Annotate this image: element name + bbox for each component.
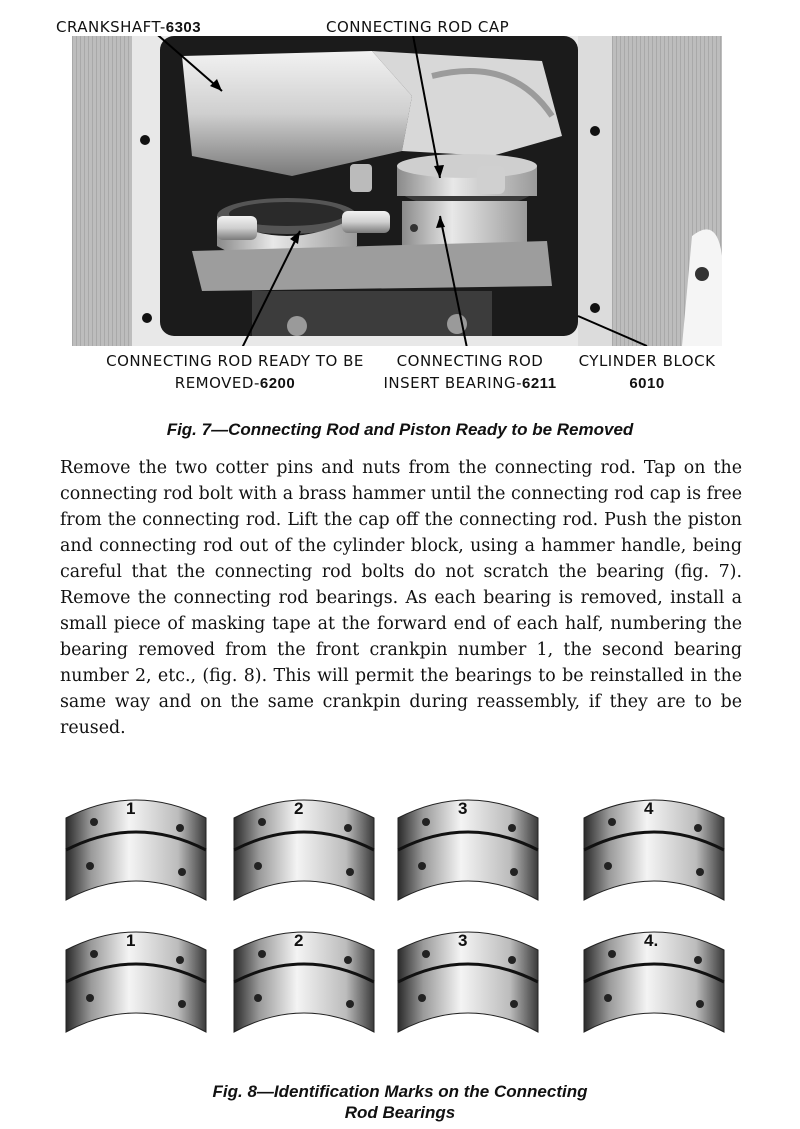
bearing-mark: 1: [126, 799, 136, 818]
label-crankshaft: CRANKSHAFT-6303: [56, 18, 202, 36]
label-rod-cap: CONNECTING ROD CAP: [326, 18, 510, 36]
figure-8-caption-line2: Rod Bearings: [344, 1103, 456, 1122]
label-insert-bearing: CONNECTING ROD INSERT BEARING-6211: [383, 352, 557, 392]
bearing-shell: [60, 920, 212, 1036]
bearing-shell: [228, 920, 380, 1036]
label-rod-ready: CONNECTING ROD READY TO BE REMOVED-6200: [106, 352, 364, 392]
figure-7-caption: Fig. 7—Connecting Rod and Piston Ready to be Removed: [166, 420, 634, 439]
bearing-shell: [578, 920, 730, 1036]
bearing-shell: [228, 788, 380, 904]
bearing-mark: 4.: [644, 931, 659, 950]
bearing-shell: [392, 788, 544, 904]
bearing-mark: 2: [294, 799, 304, 818]
bearing-mark: 3: [458, 799, 468, 818]
label-cylinder-block: CYLINDER BLOCK 6010: [578, 352, 716, 392]
bearing-mark: 2: [294, 931, 304, 950]
bearing-shell: [578, 788, 730, 904]
bearing-mark: 3: [458, 931, 468, 950]
bearing-shell: [392, 920, 544, 1036]
figure-8-caption-line1: Fig. 8—Identification Marks on the Connecting: [212, 1082, 588, 1101]
bearing-shell: [60, 788, 212, 904]
figure-7-photo: [72, 36, 722, 346]
body-paragraph: Remove the two cotter pins and nuts from the connecting rod. Tap on the connecting rod bolt with a brass hammer until the connecting rod cap is free from the connecting rod. Lift the cap off the connecting rod. Push the piston and connecting rod out of the cylinder block, using a hammer handle, being careful that the connecting rod bolts do not scratch the bearing (fig. 7). Remove the connecting rod bearings. As each bearing is removed, install a small piece of masking tape at the forward end of each half, numbering the bearing removed from the front crankpin number 1, the second bearing number 2, etc., (fig. 8). This will permit the bearings to be reinstalled in the same way and on the same crankpin during reassembly, if they are to be reused.: [60, 458, 742, 738]
bearing-mark: 1: [126, 931, 136, 950]
bearing-mark: 4: [644, 799, 654, 818]
